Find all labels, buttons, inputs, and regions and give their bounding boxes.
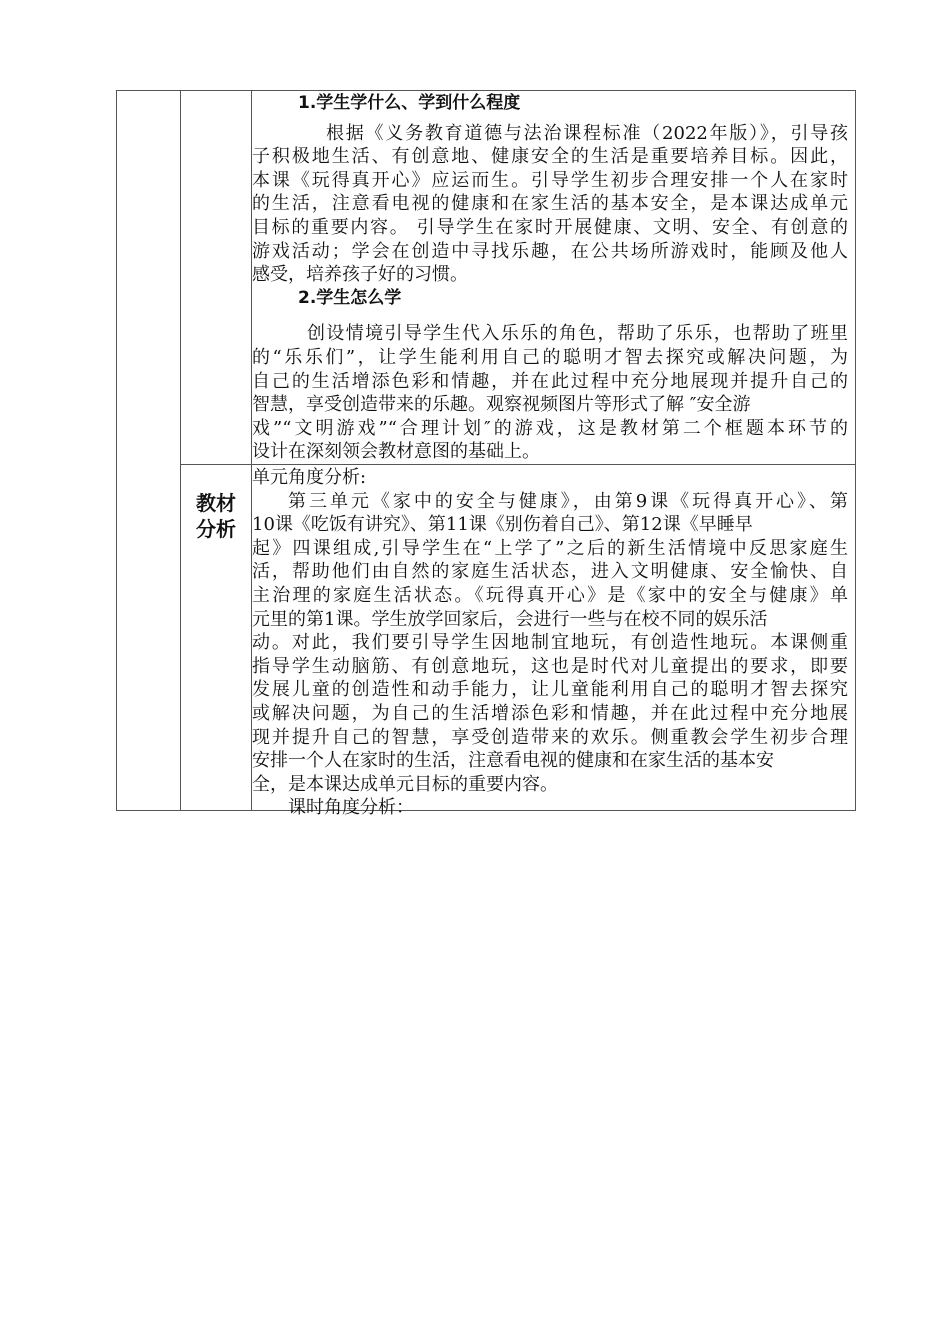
- paragraph-line: 现并提升自己的智慧，享受创造带来的欢乐。侧重教会学生初步合理: [252, 726, 848, 748]
- paragraph-line: 自己的生活增添色彩和情趣，并在此过程中充分地展现并提升自己的: [252, 370, 848, 392]
- paragraph-line: 子积极地生活、有创意地、健康安全的生活是重要培养目标。因此，: [252, 146, 848, 168]
- textbook-analysis-label: [183, 490, 249, 542]
- unit-analysis-heading: 单元角度分析:: [252, 467, 367, 488]
- textbook-analysis-label-text: 教材分析: [196, 491, 236, 541]
- paragraph-line: 创设情境引导学生代入乐乐的角色，帮助了乐乐，也帮助了班里: [307, 323, 848, 345]
- paragraph-line: 元里的第1课。学生放学回家后，会进行一些与在校不同的娱乐活: [252, 608, 768, 630]
- paragraph-line: 智慧，享受创造带来的乐趣。观察视频图片等形式了解 ″安全游: [252, 394, 751, 416]
- heading-how-students-learn: 2.学生怎么学: [298, 287, 402, 308]
- heading-what-students-learn: 1.学生学什么、学到什么程度: [298, 93, 521, 113]
- paragraph-line: 感受，培养孩子好的习惯。: [252, 264, 468, 286]
- paragraph-line: 戏”“文明游戏”“合理计划″的游戏，这是教材第二个框题本环节的: [252, 417, 848, 439]
- textbook-analysis-cell: [252, 466, 848, 820]
- paragraph-line: 全，是本课达成单元目标的重要内容。: [252, 773, 558, 795]
- paragraph-line: 或解决问题，为自己的生活增添色彩和情趣，并在此过程中充分地展: [252, 702, 848, 724]
- paragraph-line: 目标的重要内容。 引导学生在家时开展健康、文明、安全、有创意的: [252, 216, 848, 238]
- paragraph-line: 第三单元《家中的安全与健康》，由第9课《玩得真开心》、第: [288, 490, 848, 512]
- paragraph-line: 游戏活动；学会在创造中寻找乐趣，在公共场所游戏时，能顾及他人: [252, 240, 848, 262]
- column-divider: [180, 91, 181, 810]
- paragraph-line: 活，帮助他们由自然的家庭生活状态，进入文明健康、安全愉快、自: [252, 561, 848, 583]
- paragraph-line: 10课《吃饭有讲究》、第11课《别伤着自己》、第12课《早睡早: [252, 514, 753, 536]
- paragraph-line: 根据《义务教育道德与法治课程标准（2022年版）》，引导孩: [326, 122, 848, 144]
- paragraph-line: 本课《玩得真开心》应运而生。引导学生初步合理安排一个人在家时: [252, 169, 848, 191]
- paragraph-line: 动。对此，我们要引导学生因地制宜地玩，有创造性地玩。本课侧重: [252, 632, 848, 654]
- paragraph-line: 发展儿童的创造性和动手能力，让儿童能利用自己的聪明才智去探究: [252, 679, 848, 701]
- paragraph-line: 起》四课组成,引导学生在“上学了”之后的新生活情境中反思家庭生: [252, 537, 848, 559]
- paragraph-line: 的“乐乐们”，让学生能利用自己的聪明才智去探究或解决问题，为: [252, 346, 848, 368]
- paragraph-line: 安排一个人在家时的生活，注意看电视的健康和在家生活的基本安: [252, 750, 774, 772]
- paragraph-line: 设计在深刻领会教材意图的基础上。: [252, 441, 540, 463]
- lesson-analysis-heading: 课时角度分析：: [288, 797, 414, 819]
- paragraph-line: 的生活，注意看电视的健康和在家生活的基本安全，是本课达成单元: [252, 193, 848, 215]
- row-divider: [180, 464, 855, 465]
- paragraph-line: 主治理的家庭生活状态。《玩得真开心》是《家中的安全与健康》单: [252, 584, 848, 606]
- paragraph-line: 指导学生动脑筋、有创意地玩，这也是时代对儿童提出的要求，即要: [252, 655, 848, 677]
- learning-goals-cell: [252, 92, 848, 464]
